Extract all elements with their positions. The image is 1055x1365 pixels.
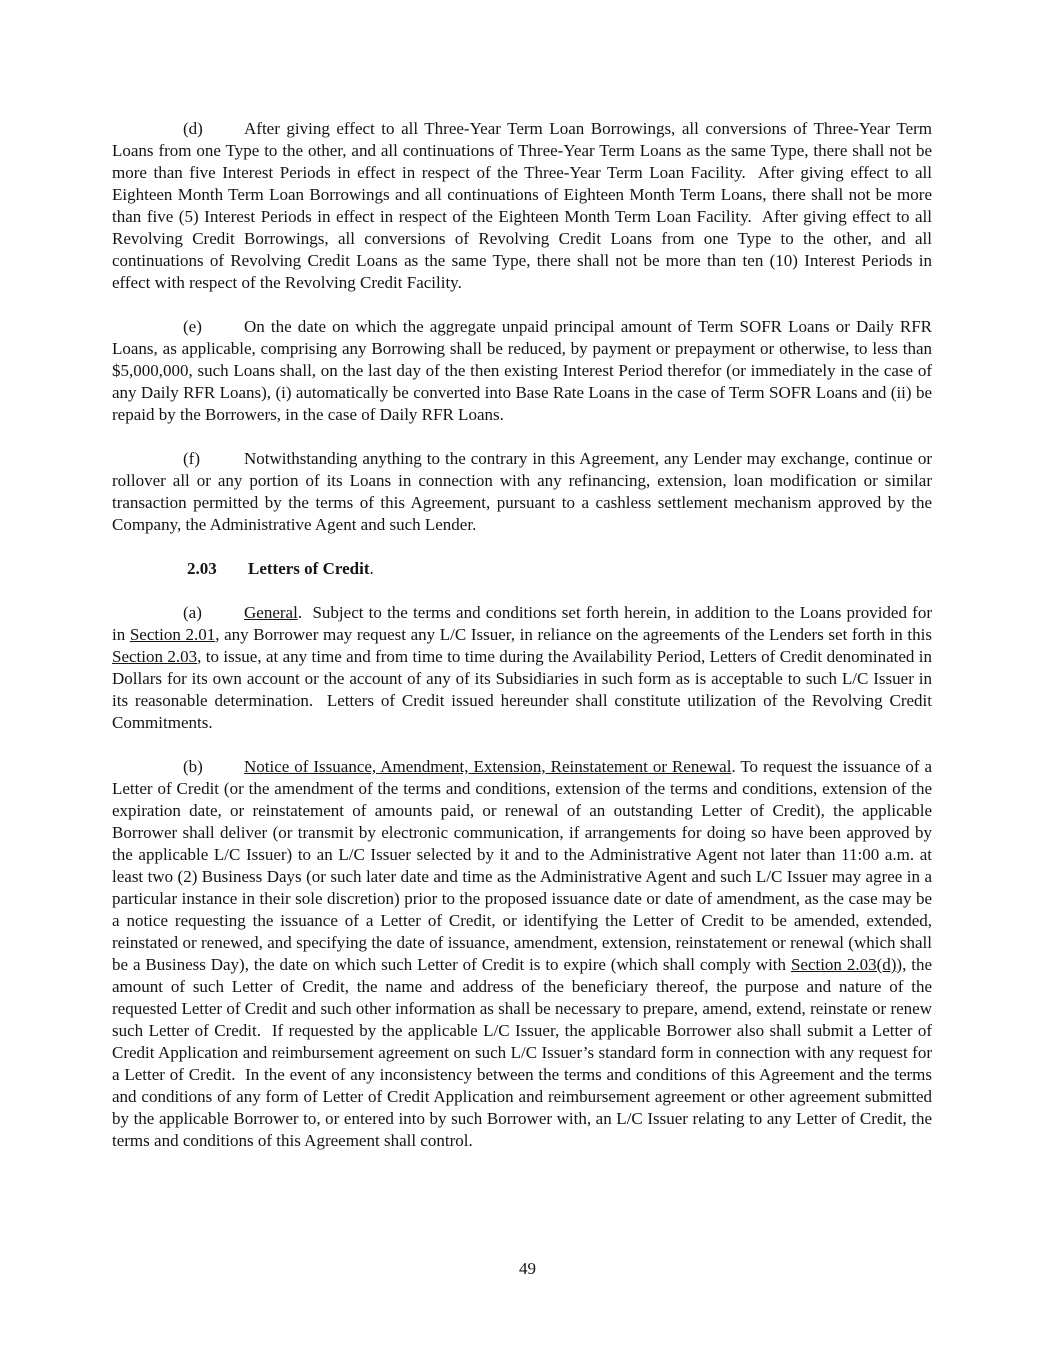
section-heading bbox=[187, 558, 932, 580]
paragraph-d bbox=[112, 118, 932, 294]
paragraph-d-text: After giving effect to all Three-Year Term Loan Borrowings, all conversions of Three-Year Term Loans from one Type to the other, and all continuations of Three-Year Term Loans as the same Type, there shall not be more than five Interest Periods in effect in respect of the Three-Year Term Loan Facility. After giving effect to all Eighteen Month Term Loan Borrowings and all continuations of Eighteen Month Term Loans, there shall not be more than five (5) Interest Periods in effect in respect of the Eighteen Month Term Loan Facility. After giving effect to all Revolving Credit Borrowings, all conversions of Revolving Credit Loans from one Type to the other, and all continuations of Revolving Credit Loans as the same Type, there shall not be more than ten (10) Interest Periods in effect with respect of the Revolving Credit Facility. bbox=[112, 119, 932, 292]
underlined-ref-section-2-03d: Section 2.03(d) bbox=[790, 955, 897, 974]
paragraph-a bbox=[112, 602, 932, 734]
paragraph-b bbox=[112, 756, 932, 1152]
paragraph-f-text: Notwithstanding anything to the contrary in this Agreement, any Lender may exchange, continue or rollover all or any portion of its Loans in connection with any refinancing, extension, loan modification or similar transaction permitted by the terms of this Agreement, pursuant to a cashless settlement mechanism approved by the Company, the Administrative Agent and such Lender. bbox=[112, 449, 932, 534]
section-heading-number: 2.03 bbox=[187, 559, 217, 578]
underlined-term-notice-of-issuance: Notice of Issuance, Amendment, Extension, Reinstatement or Renewal bbox=[244, 757, 732, 776]
paragraph-a-text-3: , to issue, at any time and from time to time during the Availability Period, Letters of Credit denominated in Dollars for its own account or the account of any of its Subsidiaries in such form as is acceptable to such L/C Issuer in its reasonable determination. Letters of Credit issued hereunder shall constitute utilization of the Revolving Credit Commitments. bbox=[112, 647, 932, 732]
paragraph-f-label: (f) bbox=[183, 449, 200, 468]
section-heading-title: Letters of Credit bbox=[248, 559, 370, 578]
paragraph-b-label: (b) bbox=[183, 757, 203, 776]
page-number: 49 bbox=[519, 1259, 536, 1278]
paragraph-e-label: (e) bbox=[183, 317, 202, 336]
paragraph-a-text-1: . Subject to the terms and conditions set forth herein, in addition to the Loans provided for in bbox=[112, 603, 932, 644]
paragraph-a-label: (a) bbox=[183, 603, 202, 622]
paragraph-e-text: On the date on which the aggregate unpaid principal amount of Term SOFR Loans or Daily RFR Loans, as applicable, comprising any Borrowing shall be reduced, by payment or prepayment or otherwise, to less than $5,000,000, such Loans shall, on the last day of the then existing Interest Period therefor (or immediately in the case of any Daily RFR Loans), (i) automatically be converted into Base Rate Loans in the case of Term SOFR Loans and (ii) be repaid by the Borrowers, in the case of Daily RFR Loans. bbox=[112, 317, 932, 424]
paragraph-e bbox=[112, 316, 932, 426]
underlined-term-general: General bbox=[244, 603, 298, 622]
paragraph-b-text-2: ), the amount of such Letter of Credit, the name and address of the beneficiary thereof, the purpose and nature of the requested Letter of Credit and such other information as shall be necessary to prepare, amend, extend, reinstate or renew such Letter of Credit. If requested by the applicable L/C Issuer, the applicable Borrower also shall submit a Letter of Credit Application and reimbursement agreement on such L/C Issuer’s standard form in connection with any request for a Letter of Credit. In the event of any inconsistency between the terms and conditions of this Agreement and the terms and conditions of any form of Letter of Credit Application and reimbursement agreement or other agreement submitted by the applicable Borrower to, or entered into by such Borrower with, an L/C Issuer relating to any Letter of Credit, the terms and conditions of this Agreement shall control. bbox=[112, 955, 932, 1150]
underlined-ref-section-2-03: Section 2.03 bbox=[112, 647, 198, 666]
paragraph-d-label: (d) bbox=[183, 119, 203, 138]
paragraph-b-text-1: . To request the issuance of a Letter of Credit (or the amendment of the terms and conditions, extension of the terms and conditions, extension of the expiration date, or reinstatement of amounts paid, or renewal of an outstanding Letter of Credit), the applicable Borrower shall deliver (or transmit by electronic communication, if arrangements for doing so have been approved by the applicable L/C Issuer) to an L/C Issuer selected by it and to the Administrative Agent not later than 11:00 a.m. at least two (2) Business Days (or such later date and time as the Administrative Agent and such L/C Issuer may agree in a particular instance in their sole discretion) prior to the proposed issuance date or date of amendment, as the case may be a notice requesting the issuance of a Letter of Credit, or identifying the Letter of Credit to be amended, extended, reinstated or renewed, and specifying the date of issuance, amendment, extension, reinstatement or renewal (which shall be a Business Day), the date on which such Letter of Credit is to expire (which shall comply with bbox=[112, 757, 933, 974]
paragraph-a-text-2: , any Borrower may request any L/C Issuer, in reliance on the agreements of the Lenders set forth in this bbox=[215, 625, 932, 644]
section-heading-period: . bbox=[369, 559, 374, 578]
underlined-ref-section-2-01: Section 2.01 bbox=[129, 625, 216, 644]
paragraph-f bbox=[112, 448, 932, 536]
